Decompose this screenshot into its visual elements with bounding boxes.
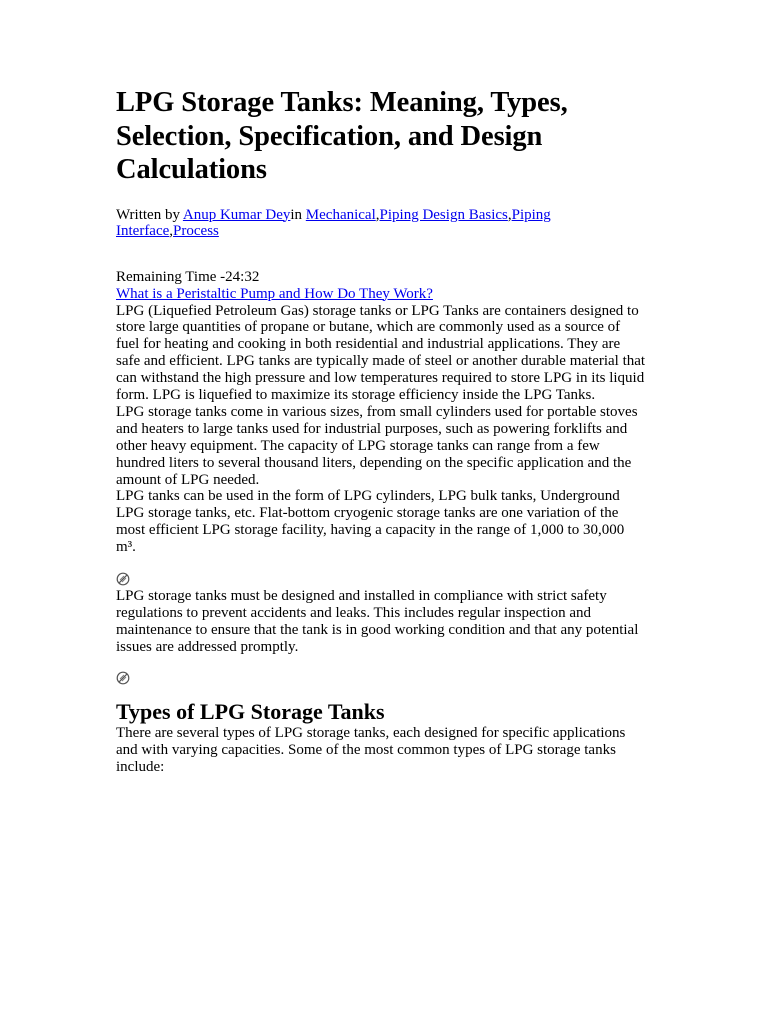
category-link-mechanical[interactable]: Mechanical <box>305 206 376 223</box>
image-placeholder <box>116 671 646 687</box>
related-article-link[interactable]: What is a Peristaltic Pump and How Do They Work? <box>116 285 433 302</box>
paragraph-sizes: LPG storage tanks come in various sizes, from small cylinders used for portable stoves and heaters to large tanks used for industrial purposes, such as powering forklifts and other heavy equipment. The capacity of LPG storage tanks can range from a few hundred liters to several thousand liters, depending on the specific application and the amount of LPG needed. <box>116 403 638 488</box>
byline <box>116 207 646 240</box>
broken-image-icon <box>116 671 130 685</box>
paragraph-intro: LPG (Liquefied Petroleum Gas) storage tanks or LPG Tanks are containers designed to store large quantities of propane or butane, which are commonly used as a source of fuel for heating and cooking in both residential and industrial applications. They are safe and efficient. LPG tanks are typically made of steel or another durable material that can withstand the high pressure and low temperatures required to store LPG in its liquid form. LPG is liquefied to maximize its storage efficiency inside the LPG Tanks. <box>116 302 646 404</box>
page-title: LPG Storage Tanks: Meaning, Types, Selection, Specification, and Design Calculations <box>116 87 568 185</box>
article <box>116 86 646 775</box>
category-separator: , <box>507 206 512 223</box>
paragraph-safety: LPG storage tanks must be designed and installed in compliance with strict safety regulations to prevent accidents and leaks. This includes regular inspection and maintenance to ensure that the tank is in good working condition and that any potential issues are addressed promptly. <box>116 588 639 655</box>
paragraph-forms: LPG tanks can be used in the form of LPG cylinders, LPG bulk tanks, Underground LPG storage tanks, etc. Flat-bottom cryogenic storage tanks are one variation of the most efficient LPG storage facility, having a capacity in the range of 1,000 to 30,000 m³. <box>116 488 625 556</box>
category-link-piping-design-basics[interactable]: Piping Design Basics <box>379 206 508 223</box>
image-placeholder <box>116 572 646 588</box>
author-link[interactable]: Anup Kumar Dey <box>182 206 291 223</box>
remaining-time-block <box>116 269 646 303</box>
paragraph-types-intro: There are several types of LPG storage tanks, each designed for specific applications and with varying capacities. Some of the most common types of LPG storage tanks include: <box>116 724 626 775</box>
remaining-time: Remaining Time -24:32 <box>116 268 260 285</box>
category-link-piping-interface[interactable]: Piping Interface <box>116 206 551 239</box>
category-link-process[interactable]: Process <box>173 223 219 239</box>
broken-image-icon <box>116 572 130 586</box>
section-heading: Types of LPG Storage Tanks <box>116 698 385 724</box>
category-separator: , <box>375 206 380 223</box>
category-separator: , <box>169 223 174 239</box>
byline-in: in <box>290 206 306 223</box>
byline-written-by: Written by <box>116 206 183 223</box>
